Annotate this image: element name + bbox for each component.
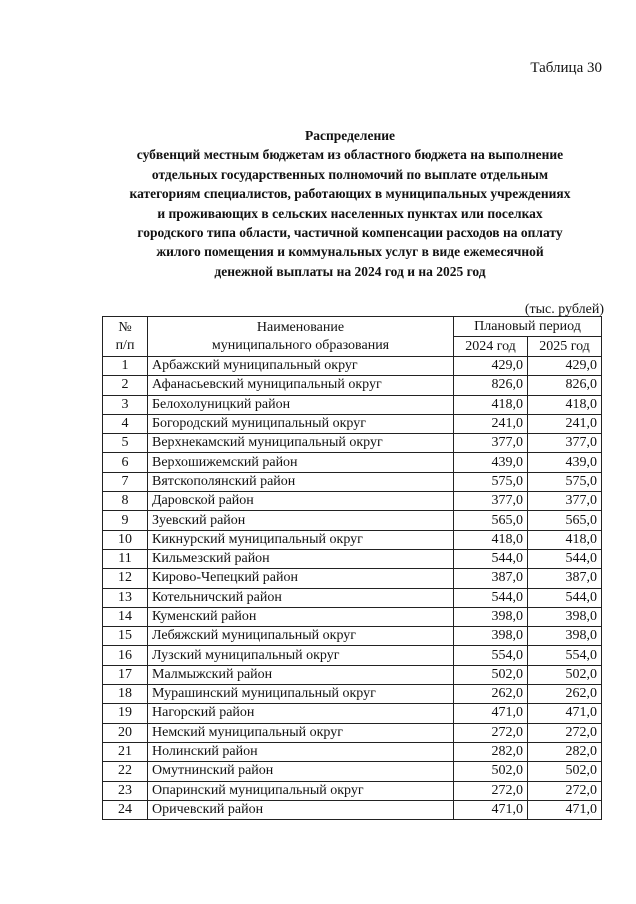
row-name: Куменский район [148,607,454,626]
row-value-2025: 554,0 [528,646,602,665]
row-number: 10 [103,530,148,549]
row-number: 18 [103,685,148,704]
row-number: 20 [103,723,148,742]
title-line: денежной выплаты на 2024 год и на 2025 год [214,263,486,279]
row-value-2024: 471,0 [454,704,528,723]
table-number: Таблица 30 [530,60,602,76]
row-name: Белохолуницкий район [148,395,454,414]
header-period: Плановый период [454,317,602,337]
row-name: Нолинский район [148,742,454,761]
table-row [103,453,602,472]
row-number: 14 [103,607,148,626]
row-number: 9 [103,511,148,530]
row-value-2024: 544,0 [454,549,528,568]
header-year-2024: 2024 год [454,337,528,357]
title-line: Распределение [304,128,396,143]
row-number: 12 [103,569,148,588]
table-row [103,704,602,723]
row-name: Омутнинский район [148,762,454,781]
row-value-2025: 418,0 [528,530,602,549]
row-number: 21 [103,742,148,761]
table-row [103,665,602,684]
table-row [103,627,602,646]
header-number [103,317,148,357]
table-row [103,434,602,453]
row-name: Арбажский муниципальный округ [148,357,454,376]
row-value-2024: 544,0 [454,588,528,607]
title-line: и проживающих в сельских населенных пунктах или поселках [157,205,543,221]
table-row [103,781,602,800]
row-value-2024: 439,0 [454,453,528,472]
row-name: Оричевский район [148,800,454,819]
row-value-2025: 544,0 [528,549,602,568]
row-name: Богородский муниципальный округ [148,414,454,433]
header-name [148,317,454,357]
row-value-2025: 272,0 [528,723,602,742]
row-name: Лебяжский муниципальный округ [148,627,454,646]
row-name: Лузский муниципальный округ [148,646,454,665]
table-row [103,588,602,607]
row-number: 5 [103,434,148,453]
row-number: 23 [103,781,148,800]
table-row [103,357,602,376]
row-number: 19 [103,704,148,723]
row-value-2024: 418,0 [454,530,528,549]
title-line: категориям специалистов, работающих в муниципальных учреждениях [129,186,571,202]
row-value-2024: 398,0 [454,627,528,646]
row-name: Мурашинский муниципальный округ [148,685,454,704]
row-value-2025: 544,0 [528,588,602,607]
table-row [103,762,602,781]
row-name: Немский муниципальный округ [148,723,454,742]
row-value-2024: 241,0 [454,414,528,433]
table-row [103,395,602,414]
header-name-line2: муниципального образования [211,337,390,353]
row-name: Зуевский район [148,511,454,530]
row-number: 17 [103,665,148,684]
header-number-line1: № [118,319,132,335]
table-row [103,723,602,742]
row-value-2025: 418,0 [528,395,602,414]
row-number: 11 [103,549,148,568]
row-name: Даровской район [148,492,454,511]
row-number: 13 [103,588,148,607]
row-value-2025: 575,0 [528,472,602,491]
row-value-2025: 429,0 [528,357,602,376]
row-name: Афанасьевский муниципальный округ [148,376,454,395]
row-value-2025: 387,0 [528,569,602,588]
table-row [103,646,602,665]
table-row [103,492,602,511]
table-row [103,742,602,761]
row-number: 1 [103,357,148,376]
distribution-table [102,316,602,820]
row-value-2024: 377,0 [454,434,528,453]
row-value-2025: 826,0 [528,376,602,395]
row-number: 3 [103,395,148,414]
row-name: Опаринский муниципальный округ [148,781,454,800]
row-name: Вятскополянский район [148,472,454,491]
unit-label: (тыс. рублей) [524,302,604,317]
table-body [103,357,602,820]
table-row [103,685,602,704]
row-value-2024: 502,0 [454,665,528,684]
row-value-2025: 471,0 [528,704,602,723]
table-row [103,414,602,433]
table-row [103,511,602,530]
row-value-2024: 575,0 [454,472,528,491]
row-value-2025: 565,0 [528,511,602,530]
header-number-line2: п/п [115,337,135,353]
title-line: жилого помещения и коммунальных услуг в виде ежемесячной [156,244,544,260]
table-row [103,472,602,491]
table-row [103,800,602,819]
row-value-2025: 398,0 [528,607,602,626]
row-value-2025: 377,0 [528,434,602,453]
row-name: Верхнекамский муниципальный округ [148,434,454,453]
row-name: Малмыжский район [148,665,454,684]
row-value-2024: 282,0 [454,742,528,761]
table-row [103,569,602,588]
title-line: субвенций местным бюджетам из областного бюджета на выполнение [136,147,564,163]
row-number: 22 [103,762,148,781]
table-row [103,530,602,549]
row-value-2025: 262,0 [528,685,602,704]
row-value-2024: 262,0 [454,685,528,704]
title-line: отдельных государственных полномочий по выплате отдельным [151,166,549,182]
row-value-2025: 398,0 [528,627,602,646]
row-name: Верхошижемский район [148,453,454,472]
row-value-2024: 387,0 [454,569,528,588]
row-number: 15 [103,627,148,646]
row-value-2024: 272,0 [454,781,528,800]
row-value-2024: 272,0 [454,723,528,742]
row-value-2025: 282,0 [528,742,602,761]
row-value-2024: 502,0 [454,762,528,781]
row-value-2025: 471,0 [528,800,602,819]
table-row [103,607,602,626]
row-value-2025: 439,0 [528,453,602,472]
row-number: 24 [103,800,148,819]
table-row [103,376,602,395]
row-value-2025: 502,0 [528,665,602,684]
row-name: Кикнурский муниципальный округ [148,530,454,549]
row-value-2024: 377,0 [454,492,528,511]
row-value-2025: 502,0 [528,762,602,781]
row-number: 7 [103,472,148,491]
row-name: Кирово-Чепецкий район [148,569,454,588]
row-value-2025: 377,0 [528,492,602,511]
row-number: 8 [103,492,148,511]
row-value-2024: 418,0 [454,395,528,414]
header-year-2025: 2025 год [528,337,602,357]
row-number: 2 [103,376,148,395]
row-number: 16 [103,646,148,665]
row-value-2024: 429,0 [454,357,528,376]
table-row [103,549,602,568]
row-name: Котельничский район [148,588,454,607]
row-value-2025: 241,0 [528,414,602,433]
row-value-2024: 565,0 [454,511,528,530]
row-name: Нагорский район [148,704,454,723]
row-name: Кильмезский район [148,549,454,568]
row-value-2024: 398,0 [454,607,528,626]
title-line: городского типа области, частичной компенсации расходов на оплату [137,225,563,241]
header-name-line1: Наименование [256,319,345,335]
row-value-2025: 272,0 [528,781,602,800]
row-value-2024: 554,0 [454,646,528,665]
row-number: 6 [103,453,148,472]
row-number: 4 [103,414,148,433]
document-title [100,126,600,281]
row-value-2024: 471,0 [454,800,528,819]
row-value-2024: 826,0 [454,376,528,395]
